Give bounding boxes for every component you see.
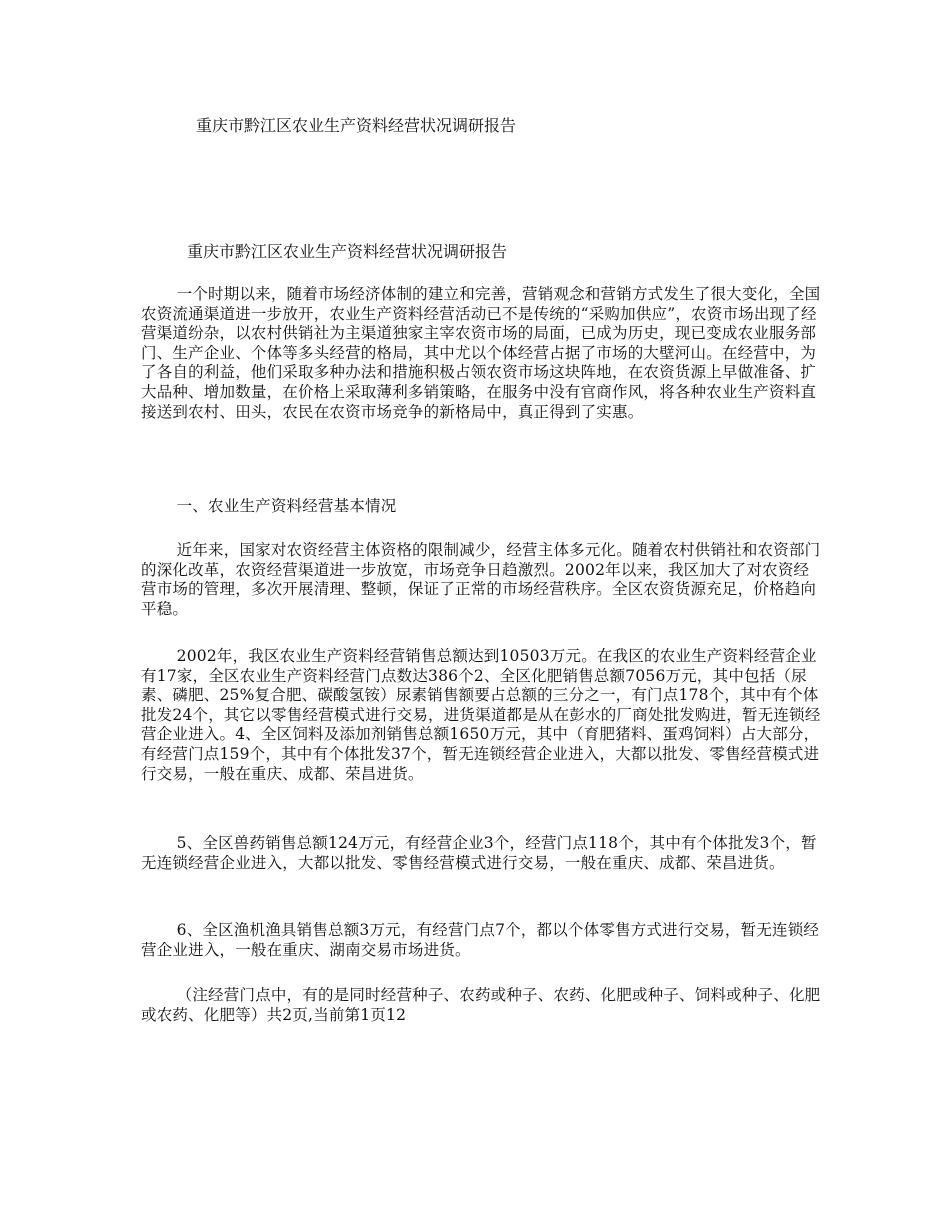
paragraph-block-5 [141, 921, 821, 960]
paragraph-block-4 [141, 834, 821, 873]
document-body [141, 285, 821, 422]
paragraph-fishery: 6、全区渔机渔具销售总额3万元，有经营门点7个，都以个体零售方式进行交易，暂无连锁经营企业进入，一般在重庆、湖南交易市场进货。 [141, 921, 820, 959]
section-heading-block [141, 497, 821, 517]
paragraph-intro: 一个时期以来，随着市场经济体制的建立和完善，营销观念和营销方式发生了很大变化，全国农资流通渠道进一步放开，农业生产资料经营活动已不是传统的“采购加供应”，农资市场出现了经营渠道纷杂，以农村供销社为主渠道独家主宰农资市场的局面，已成为历史，现已变成农业服务部门、生产企业、个体等多头经营的格局，其中尤以个体经营占据了市场的大壁河山。在经营中，为了各自的利益，他们采取多种办法和措施积极占领农资市场这块阵地，在农资货源上早做准备、扩大品种、增加数量，在价格上采取薄利多销策略，在服务中没有官商作风，将各种农业生产资料直接送到农村、田头，农民在农资市场竞争的新格局中，真正得到了实惠。 [141, 285, 821, 421]
paragraph-note: （注经营门点中，有的是同时经营种子、农药或种子、农药、化肥或种子、饲料或种子、化肥或农药、化肥等）共2页,当前第1页12 [141, 986, 821, 1024]
paragraph-block-3 [141, 647, 821, 784]
section-heading: 一、农业生产资料经营基本情况 [176, 497, 397, 515]
paragraph-veterinary: 5、全区兽药销售总额124万元，有经营企业3个，经营门点118个，其中有个体批发3个，暂无连锁经营企业进入，大都以批发、零售经营模式进行交易，一般在重庆、成都、荣昌进货。 [141, 834, 817, 872]
paragraph-block-6 [141, 986, 821, 1025]
paragraph-overview: 近年来，国家对农资经营主体资格的限制减少，经营主体多元化。随着农村供销社和农资部门的深化改革，农资经营渠道进一步放宽，市场竞争日趋激烈。2002年以来，我区加大了对农资经营市场的管理，多次开展清理、整顿，保证了正常的市场经营秩序。全区农资货源充足，价格趋向平稳。 [141, 541, 821, 618]
paragraph-block-2 [141, 541, 821, 619]
document-title: 重庆市黔江区农业生产资料经营状况调研报告 [187, 242, 508, 261]
paragraph-sales-2002: 2002年，我区农业生产资料经营销售总额达到10503万元。在我区的农业生产资料经营企业有17家，全区农业生产资料经营门点数达386个2、全区化肥销售总额7056万元，其中包括（尿素、磷肥、25%复合肥、碳酸氢铵）尿素销售额要占总额的三分之一，有门点178个，其中有个体批发24个，其它以零售经营模式进行交易，进货渠道都是从在彭水的厂商处批发购进，暂无连锁经营企业进入。4、全区饲料及添加剂销售总额1650万元，其中（育肥猪料、蛋鸡饲料）占大部分，有经营门点159个，其中有个体批发37个，暂无连锁经营企业进入，大都以批发、零售经营模式进行交易，一般在重庆、成都、荣昌进货。 [141, 647, 821, 783]
header-title: 重庆市黔江区农业生产资料经营状况调研报告 [196, 116, 517, 135]
